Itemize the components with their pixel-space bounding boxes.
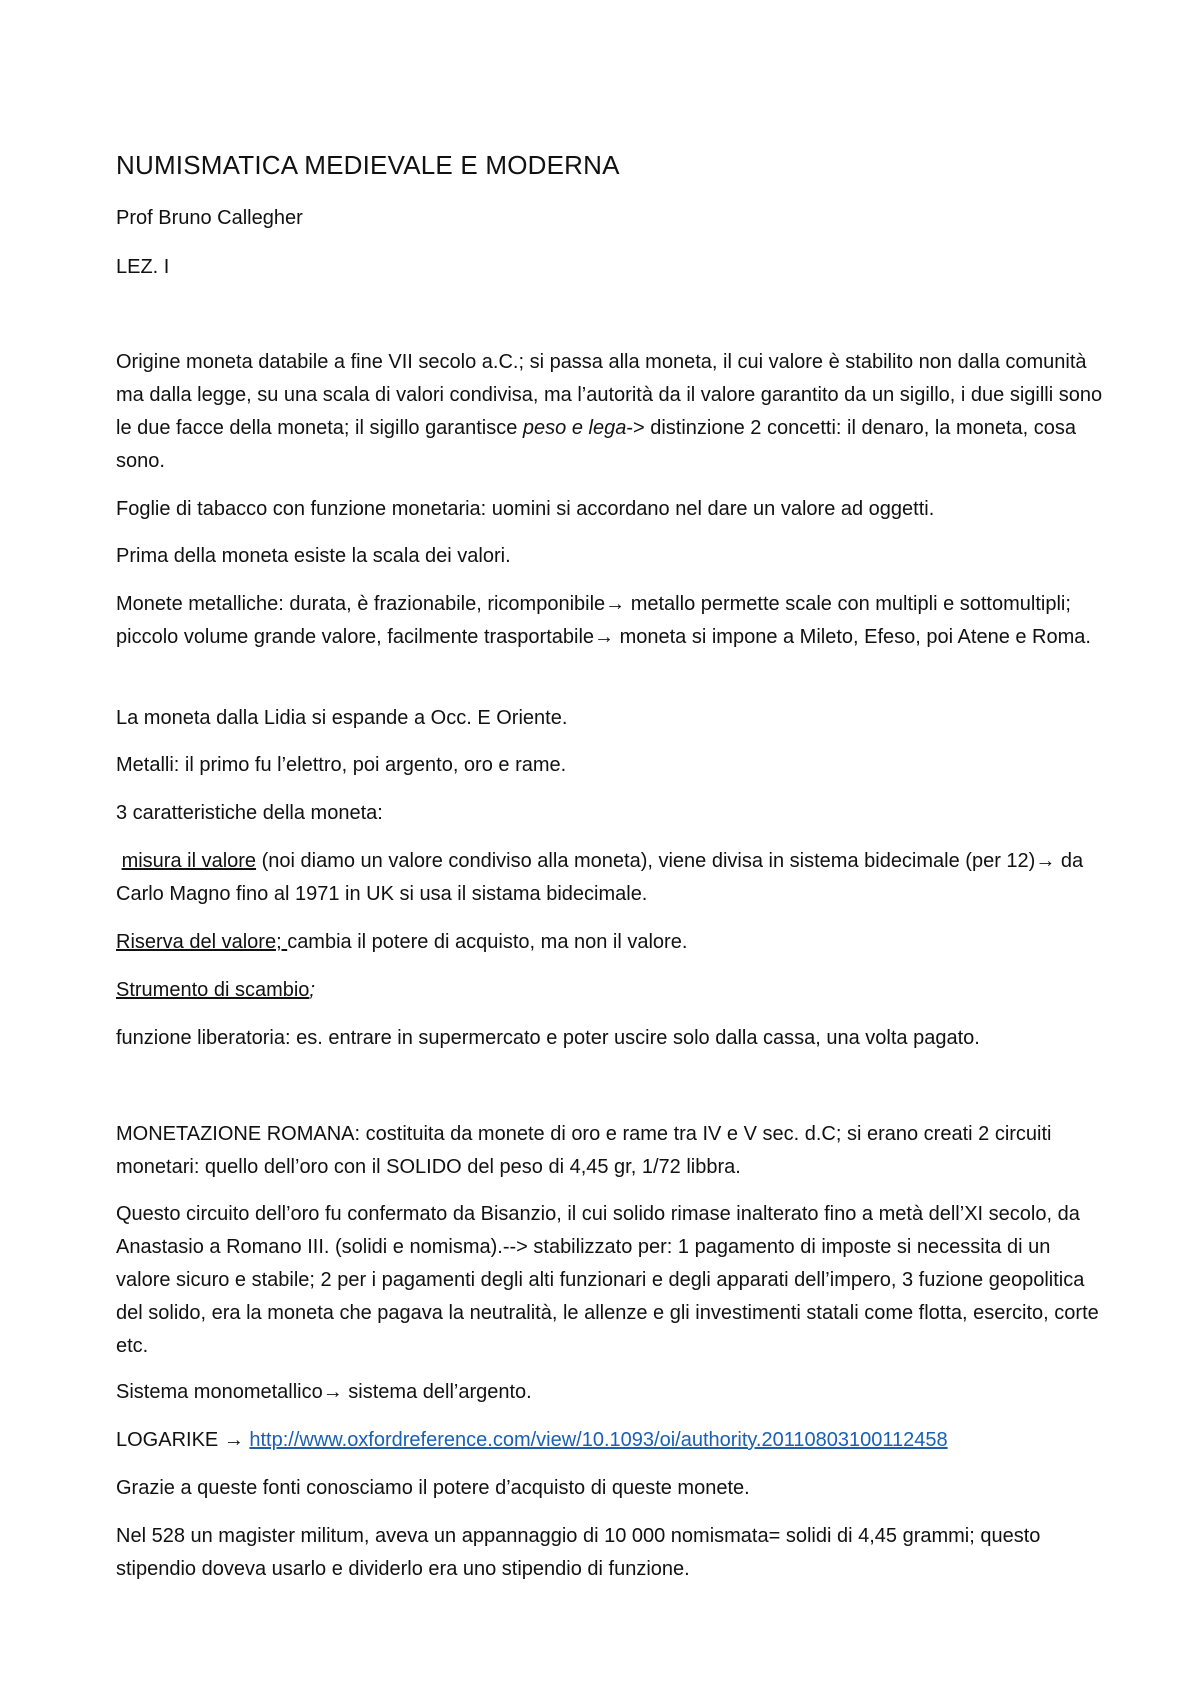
document-title: NUMISMATICA MEDIEVALE E MODERNA <box>116 150 620 180</box>
paragraph-text: (noi diamo un valore condiviso alla moneta), viene divisa in sistema bidecimale (per 12) <box>256 850 1036 872</box>
underlined-text: misura il valore <box>121 850 257 872</box>
paragraph-text: -> distinzione 2 concetti: il denaro, la moneta, cosa sono. <box>116 417 1077 472</box>
paragraph-logarike <box>116 1424 1106 1457</box>
paragraph-text: Monete metalliche: durata, è frazionabile, ricomponibile <box>116 593 606 615</box>
paragraph-reserve-value <box>116 926 1106 959</box>
paragraph-magister-militum: Nel 528 un magister militum, aveva un appannaggio di 10 000 nomismata= solidi di 4,45 grammi; questo stipendio doveva usarlo e dividerlo era uno stipendio di funzione. <box>116 1525 1041 1580</box>
oxford-reference-link[interactable]: http://www.oxfordreference.com/view/10.1093/oi/authority.20110803100112458 <box>249 1429 948 1451</box>
lesson-number: LEZ. I <box>116 256 170 278</box>
paragraph-byzantium: Questo circuito dell’oro fu confermato da Bisanzio, il cui solido rimase inalterato fino a metà dell’XI secolo, da Anastasio a Romano III. (solidi e nomisma).--> stabilizzato per: 1 pagamento di imposte si necessita di un valore sicuro e stabile; 2 per i pagamenti degli alti funzionari e degli apparati dell’impero, 3 fuzione geopolitica del solido, era la moneta che pagava la neutralità, le allenze e gli investimenti statali come flotta, esercito, corte etc. <box>116 1203 1099 1357</box>
arrow-icon: → <box>322 1381 343 1403</box>
arrow-icon: → <box>1035 850 1056 872</box>
italic-text: peso e lega <box>522 417 627 439</box>
paragraph-text: sistema dell’argento. <box>342 1381 532 1403</box>
paragraph-monometallic <box>116 1376 1106 1409</box>
arrow-icon: → <box>594 626 615 648</box>
paragraph-sources: Grazie a queste fonti conosciamo il potere d’acquisto di queste monete. <box>116 1477 750 1499</box>
paragraph-text: LOGARIKE <box>116 1429 224 1451</box>
paragraph-metals: Metalli: il primo fu l’elettro, poi argento, oro e rame. <box>116 754 567 776</box>
paragraph-text: metallo permette scale con multipli e sottomultipli; piccolo volume grande valore, facilmente trasportabile <box>116 593 1071 648</box>
paragraph-metal-coins <box>116 588 1106 654</box>
paragraph-text: moneta si impone a Mileto, Efeso, poi Atene e Roma. <box>614 626 1091 648</box>
paragraph-text: da Carlo Magno fino al 1971 in UK si usa il sistama bidecimale. <box>116 850 1084 905</box>
paragraph-origin <box>116 346 1106 478</box>
arrow-icon: → <box>605 593 626 615</box>
underlined-text: Riserva del valore; <box>116 931 288 953</box>
paragraph-text: Sistema monometallico <box>116 1381 323 1403</box>
paragraph-exchange-tool <box>116 974 1106 1007</box>
paragraph-tobacco: Foglie di tabacco con funzione monetaria: uomini si accordano nel dare un valore ad oggetti. <box>116 498 935 520</box>
paragraph-text: cambia il potere di acquisto, ma non il valore. <box>287 931 688 953</box>
paragraph-measure-value <box>116 845 1106 911</box>
underlined-text: Strumento di scambio <box>116 979 310 1001</box>
italic-text: ; <box>309 979 315 1001</box>
paragraph-lidia: La moneta dalla Lidia si espande a Occ. E Oriente. <box>116 707 568 729</box>
arrow-icon: → <box>223 1429 244 1451</box>
paragraph-roman-coinage: MONETAZIONE ROMANA: costituita da monete di oro e rame tra IV e V sec. d.C; si erano creati 2 circuiti monetari: quello dell’oro con il SOLIDO del peso di 4,45 gr, 1/72 libbra. <box>116 1123 1052 1178</box>
paragraph-text: Origine moneta databile a fine VII secolo a.C.; si passa alla moneta, il cui valore è stabilito non dalla comunità ma dalla legge, su una scala di valori condivisa, ma l’autorità da il valore garantito da un sigillo, i due sigilli sono le due facce della moneta; il sigillo garantisce <box>116 351 1103 439</box>
paragraph-value-scale: Prima della moneta esiste la scala dei valori. <box>116 545 511 567</box>
professor-name: Prof Bruno Callegher <box>116 207 303 229</box>
paragraph-liberating-function: funzione liberatoria: es. entrare in supermercato e poter uscire solo dalla cassa, una volta pagato. <box>116 1027 980 1049</box>
paragraph-characteristics: 3 caratteristiche della moneta: <box>116 802 383 824</box>
